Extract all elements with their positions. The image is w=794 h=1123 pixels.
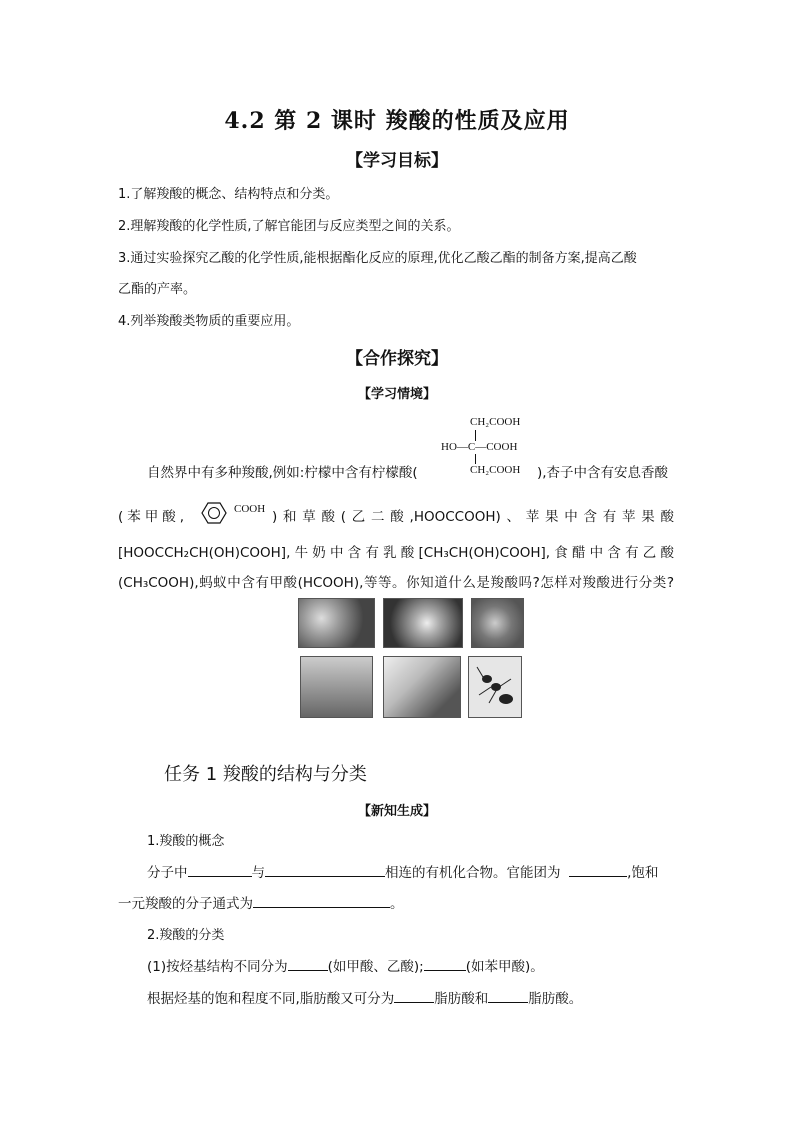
class-line1: (1)按烃基结构不同分为 (如甲酸、乙酸); (如苯甲酸)。 bbox=[147, 959, 544, 975]
bond-line bbox=[475, 430, 476, 441]
situation-line1-pre: 自然界中有多种羧酸,例如:柠檬中含有柠檬酸( bbox=[147, 465, 418, 481]
ant-icon bbox=[469, 657, 521, 717]
objective-3: 3.通过实验探究乙酸的化学性质,能根据酯化反应的原理,优化乙酸乙酯的制备方案,提高乙酸 bbox=[118, 251, 637, 266]
apple-photo bbox=[471, 598, 524, 648]
page-title: 4.2 第 2 课时 羧酸的性质及应用 bbox=[224, 108, 570, 134]
concept-line1: 分子中 与 相连的有机化合物。官能团为 ,饱和 bbox=[147, 865, 659, 881]
blank-field[interactable] bbox=[394, 990, 434, 1003]
new-knowledge-heading: 【新知生成】 bbox=[357, 804, 436, 819]
citric-top: CH₂COOH bbox=[470, 416, 521, 428]
situation-line2-pre: (苯甲酸, bbox=[118, 509, 189, 525]
citric-bottom: CH₂COOH bbox=[470, 464, 521, 476]
class-label: 2.羧酸的分类 bbox=[147, 928, 225, 943]
objective-3-cont: 乙酯的产率。 bbox=[118, 282, 197, 297]
blank-field[interactable] bbox=[188, 864, 252, 877]
objectives-heading: 【学习目标】 bbox=[346, 151, 448, 171]
blank-field[interactable] bbox=[424, 958, 466, 971]
citric-middle: HO—C—COOH bbox=[441, 441, 518, 453]
blank-field[interactable] bbox=[288, 958, 328, 971]
ant-photo bbox=[468, 656, 522, 718]
apricot-photo bbox=[383, 598, 463, 648]
concept-line2: 一元羧酸的分子通式为 。 bbox=[118, 896, 404, 912]
blank-field[interactable] bbox=[488, 990, 528, 1003]
class-line2: 根据烃基的饱和程度不同,脂肪酸又可分为 脂肪酸和 脂肪酸。 bbox=[147, 991, 583, 1007]
milk-photo bbox=[300, 656, 373, 718]
bond-line bbox=[475, 454, 476, 464]
vinegar-photo bbox=[383, 656, 461, 718]
task-title: 任务 1 羧酸的结构与分类 bbox=[164, 764, 367, 785]
situation-line1-post: ),杏子中含有安息香酸 bbox=[537, 465, 669, 481]
objective-1: 1.了解羧酸的概念、结构特点和分类。 bbox=[118, 187, 339, 202]
blank-field[interactable] bbox=[253, 895, 390, 908]
lemon-photo bbox=[298, 598, 375, 648]
situation-heading: 【学习情境】 bbox=[357, 387, 436, 402]
objective-2: 2.理解羧酸的化学性质,了解官能团与反应类型之间的关系。 bbox=[118, 219, 460, 234]
objective-4: 4.列举羧酸类物质的重要应用。 bbox=[118, 314, 300, 329]
explore-heading: 【合作探究】 bbox=[346, 349, 448, 369]
situation-line2-post: )和草酸(乙二酸,HOOCCOOH)、苹果中含有苹果酸 bbox=[272, 509, 674, 525]
concept-label: 1.羧酸的概念 bbox=[147, 834, 225, 849]
blank-field[interactable] bbox=[265, 864, 385, 877]
blank-field[interactable] bbox=[569, 864, 627, 877]
situation-line4: (CH₃COOH),蚂蚁中含有甲酸(HCOOH),等等。你知道什么是羧酸吗?怎样对羧酸进行分类? bbox=[118, 575, 674, 591]
benzene-cooh: COOH bbox=[234, 503, 266, 515]
benzene-ring-icon bbox=[196, 500, 232, 526]
situation-line3: [HOOCCH₂CH(OH)COOH],牛奶中含有乳酸[CH₃CH(OH)COOH],食醋中含有乙酸 bbox=[118, 545, 674, 561]
